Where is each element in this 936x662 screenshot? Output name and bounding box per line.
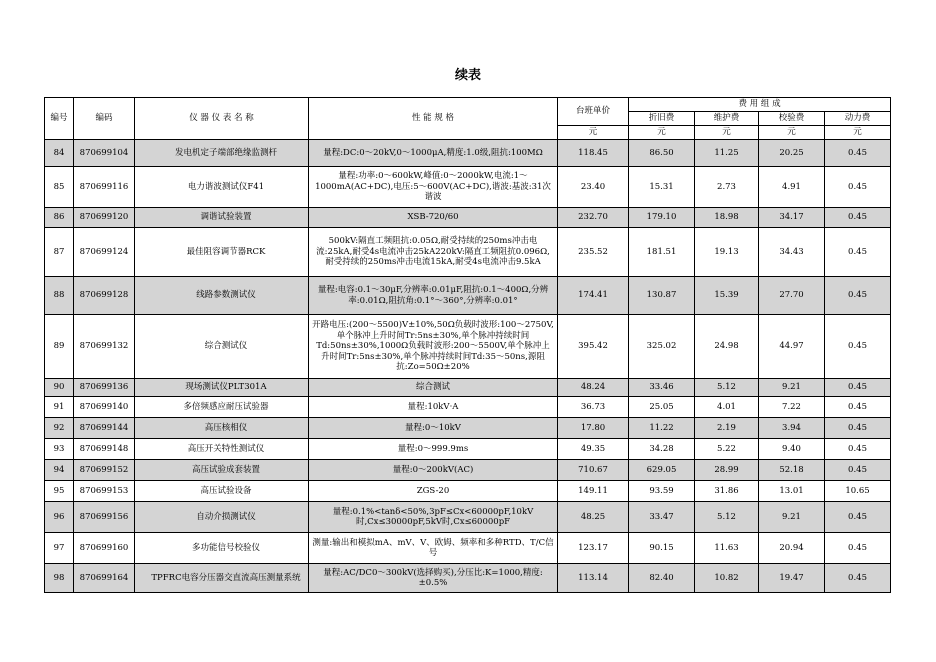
row-spec: 量程:10kV·A <box>309 397 558 418</box>
row-power: 0.45 <box>825 564 891 593</box>
row-spec: 综合测试 <box>309 379 558 397</box>
row-shift-price: 113.14 <box>558 564 629 593</box>
row-calibration: 20.94 <box>759 533 825 564</box>
row-code: 870699116 <box>74 167 135 208</box>
header-depreciation: 折旧费 <box>629 112 695 126</box>
unit-label: 元 <box>759 126 825 140</box>
row-depreciation: 179.10 <box>629 208 695 228</box>
row-code: 870699136 <box>74 379 135 397</box>
row-spec: 量程:DC:0～20kV,0～1000μA,精度:1.0级,阻抗:100MΩ <box>309 140 558 167</box>
row-shift-price: 49.35 <box>558 439 629 460</box>
row-shift-price: 17.80 <box>558 418 629 439</box>
row-name: 高压试验设备 <box>135 481 309 502</box>
row-spec: 500kV:隔直工频阻抗:0.05Ω,耐受持续的250ms冲击电流:25kA,耐受4s电流冲击25kA220kV:隔直工频阻抗0.096Ω,耐受持续的250ms冲击电流15kA,耐受4s电流冲击9.5kA <box>309 228 558 277</box>
row-spec: 量程:0～999.9ms <box>309 439 558 460</box>
row-code: 870699164 <box>74 564 135 593</box>
row-shift-price: 48.25 <box>558 502 629 533</box>
row-power: 0.45 <box>825 439 891 460</box>
table-row <box>45 481 891 502</box>
row-number: 91 <box>45 397 74 418</box>
row-number: 88 <box>45 277 74 315</box>
row-power: 0.45 <box>825 228 891 277</box>
row-code: 870699124 <box>74 228 135 277</box>
row-shift-price: 48.24 <box>558 379 629 397</box>
row-spec: 测量:输出和模拟mA、mV、V、欧姆、频率和多种RTD、T/C信号 <box>309 533 558 564</box>
row-maintenance: 19.13 <box>695 228 759 277</box>
row-name: 综合测试仪 <box>135 315 309 379</box>
row-shift-price: 232.70 <box>558 208 629 228</box>
row-name: 线路参数测试仪 <box>135 277 309 315</box>
row-maintenance: 2.73 <box>695 167 759 208</box>
row-shift-price: 23.40 <box>558 167 629 208</box>
unit-label: 元 <box>629 126 695 140</box>
row-shift-price: 149.11 <box>558 481 629 502</box>
row-depreciation: 34.28 <box>629 439 695 460</box>
row-spec: 开路电压:(200～5500)V±10%,50Ω负载时波形:100～2750V,单个脉冲上升时间Tr:5ns±30%,单个脉冲持续时间Td:50ns±30%,1000Ω负载时波形:200～5500V,单个脉冲上升时间Tr:5ns±30%,单个脉冲持续时间Td:35～50ns,源阻抗:Zo=50Ω±20% <box>309 315 558 379</box>
row-maintenance: 10.82 <box>695 564 759 593</box>
row-depreciation: 93.59 <box>629 481 695 502</box>
unit-label: 元 <box>695 126 759 140</box>
row-power: 0.45 <box>825 379 891 397</box>
unit-label: 元 <box>558 126 629 140</box>
row-name: 现场测试仪PLT301A <box>135 379 309 397</box>
row-maintenance: 11.25 <box>695 140 759 167</box>
row-depreciation: 82.40 <box>629 564 695 593</box>
row-calibration: 3.94 <box>759 418 825 439</box>
row-number: 87 <box>45 228 74 277</box>
row-spec: XSB-720/60 <box>309 208 558 228</box>
row-spec: 量程:0.1%<tanδ<50%,3pF≤Cx<60000pF,10kV时,Cx≤30000pF,5kV时,Cx≤60000pF <box>309 502 558 533</box>
table-row <box>45 140 891 167</box>
row-depreciation: 325.02 <box>629 315 695 379</box>
table-row <box>45 418 891 439</box>
row-calibration: 9.40 <box>759 439 825 460</box>
row-power: 0.45 <box>825 533 891 564</box>
row-power: 0.45 <box>825 277 891 315</box>
row-maintenance: 28.99 <box>695 460 759 481</box>
row-spec: 量程:AC/DC0～300kV(选择购买),分压比:K=1000,精度:±0.5% <box>309 564 558 593</box>
row-power: 0.45 <box>825 140 891 167</box>
row-calibration: 27.70 <box>759 277 825 315</box>
header-spec: 性 能 规 格 <box>309 98 558 140</box>
row-name: 高压核相仪 <box>135 418 309 439</box>
row-name: 电力谐波测试仪F41 <box>135 167 309 208</box>
row-calibration: 20.25 <box>759 140 825 167</box>
row-number: 92 <box>45 418 74 439</box>
header-calibration: 校验费 <box>759 112 825 126</box>
row-shift-price: 395.42 <box>558 315 629 379</box>
row-maintenance: 5.12 <box>695 502 759 533</box>
row-depreciation: 130.87 <box>629 277 695 315</box>
row-name: 高压开关特性测试仪 <box>135 439 309 460</box>
row-shift-price: 174.41 <box>558 277 629 315</box>
header-code: 编码 <box>74 98 135 140</box>
row-power: 0.45 <box>825 460 891 481</box>
row-number: 96 <box>45 502 74 533</box>
row-maintenance: 5.22 <box>695 439 759 460</box>
header-shift-price: 台班单价 <box>558 98 629 126</box>
row-depreciation: 33.46 <box>629 379 695 397</box>
row-maintenance: 24.98 <box>695 315 759 379</box>
row-spec: 量程:功率:0～600kW,峰值:0～2000kW,电流:1～1000mA(AC+DC),电压:5～600V(AC+DC),谐波:基波:31次谐波 <box>309 167 558 208</box>
row-calibration: 9.21 <box>759 502 825 533</box>
row-name: 多倍频感应耐压试验器 <box>135 397 309 418</box>
row-power: 0.45 <box>825 315 891 379</box>
header-no: 编号 <box>45 98 74 140</box>
row-calibration: 9.21 <box>759 379 825 397</box>
table-row <box>45 564 891 593</box>
row-code: 870699120 <box>74 208 135 228</box>
table-row <box>45 379 891 397</box>
row-code: 870699132 <box>74 315 135 379</box>
row-code: 870699160 <box>74 533 135 564</box>
row-spec: 量程:0～10kV <box>309 418 558 439</box>
row-spec: 量程:电容:0.1～30μF,分辨率:0.01μF,阻抗:0.1～400Ω,分辨率:0.01Ω,阻抗角:0.1°～360°,分辨率:0.01° <box>309 277 558 315</box>
row-depreciation: 11.22 <box>629 418 695 439</box>
row-name: 最佳阻容调节器RCK <box>135 228 309 277</box>
row-depreciation: 15.31 <box>629 167 695 208</box>
row-depreciation: 25.05 <box>629 397 695 418</box>
row-number: 94 <box>45 460 74 481</box>
header-name: 仪 器 仪 表 名 称 <box>135 98 309 140</box>
row-depreciation: 629.05 <box>629 460 695 481</box>
row-maintenance: 4.01 <box>695 397 759 418</box>
row-shift-price: 235.52 <box>558 228 629 277</box>
row-name: 自动介损测试仪 <box>135 502 309 533</box>
row-maintenance: 2.19 <box>695 418 759 439</box>
row-calibration: 13.01 <box>759 481 825 502</box>
row-depreciation: 86.50 <box>629 140 695 167</box>
row-power: 0.45 <box>825 502 891 533</box>
row-calibration: 34.43 <box>759 228 825 277</box>
row-number: 89 <box>45 315 74 379</box>
table-row <box>45 439 891 460</box>
row-power: 0.45 <box>825 167 891 208</box>
row-code: 870699156 <box>74 502 135 533</box>
row-number: 95 <box>45 481 74 502</box>
header-power: 动力费 <box>825 112 891 126</box>
row-number: 98 <box>45 564 74 593</box>
row-number: 90 <box>45 379 74 397</box>
row-maintenance: 31.86 <box>695 481 759 502</box>
page-title: 续表 <box>454 68 481 83</box>
row-number: 97 <box>45 533 74 564</box>
row-number: 85 <box>45 167 74 208</box>
row-calibration: 7.22 <box>759 397 825 418</box>
row-calibration: 4.91 <box>759 167 825 208</box>
row-code: 870699128 <box>74 277 135 315</box>
row-code: 870699104 <box>74 140 135 167</box>
row-name: 高压试验成套装置 <box>135 460 309 481</box>
row-depreciation: 181.51 <box>629 228 695 277</box>
unit-label: 元 <box>825 126 891 140</box>
table-row <box>45 397 891 418</box>
row-power: 0.45 <box>825 397 891 418</box>
row-code: 870699144 <box>74 418 135 439</box>
row-spec: ZGS-20 <box>309 481 558 502</box>
row-code: 870699140 <box>74 397 135 418</box>
row-code: 870699153 <box>74 481 135 502</box>
row-number: 93 <box>45 439 74 460</box>
table-row <box>45 167 891 208</box>
row-shift-price: 710.67 <box>558 460 629 481</box>
row-shift-price: 36.73 <box>558 397 629 418</box>
row-power: 10.65 <box>825 481 891 502</box>
row-shift-price: 123.17 <box>558 533 629 564</box>
table-row <box>45 228 891 277</box>
table-row <box>45 460 891 481</box>
row-name: 多功能信号校验仪 <box>135 533 309 564</box>
row-code: 870699148 <box>74 439 135 460</box>
row-maintenance: 15.39 <box>695 277 759 315</box>
header-maintenance: 维护费 <box>695 112 759 126</box>
table-row <box>45 533 891 564</box>
row-maintenance: 18.98 <box>695 208 759 228</box>
row-maintenance: 11.63 <box>695 533 759 564</box>
row-name: TPFRC电容分压器交直流高压测量系统 <box>135 564 309 593</box>
row-number: 86 <box>45 208 74 228</box>
row-power: 0.45 <box>825 208 891 228</box>
row-calibration: 44.97 <box>759 315 825 379</box>
row-maintenance: 5.12 <box>695 379 759 397</box>
row-spec: 量程:0～200kV(AC) <box>309 460 558 481</box>
row-name: 发电机定子端部绝缘监测杆 <box>135 140 309 167</box>
row-shift-price: 118.45 <box>558 140 629 167</box>
table-row <box>45 208 891 228</box>
row-calibration: 52.18 <box>759 460 825 481</box>
row-code: 870699152 <box>74 460 135 481</box>
row-number: 84 <box>45 140 74 167</box>
table-row <box>45 502 891 533</box>
row-depreciation: 33.47 <box>629 502 695 533</box>
header-cost-group: 费 用 组 成 <box>629 98 891 112</box>
table-row <box>45 277 891 315</box>
instrument-cost-table <box>44 97 891 593</box>
row-calibration: 19.47 <box>759 564 825 593</box>
row-name: 调谐试验装置 <box>135 208 309 228</box>
row-depreciation: 90.15 <box>629 533 695 564</box>
table-row <box>45 315 891 379</box>
row-power: 0.45 <box>825 418 891 439</box>
row-calibration: 34.17 <box>759 208 825 228</box>
